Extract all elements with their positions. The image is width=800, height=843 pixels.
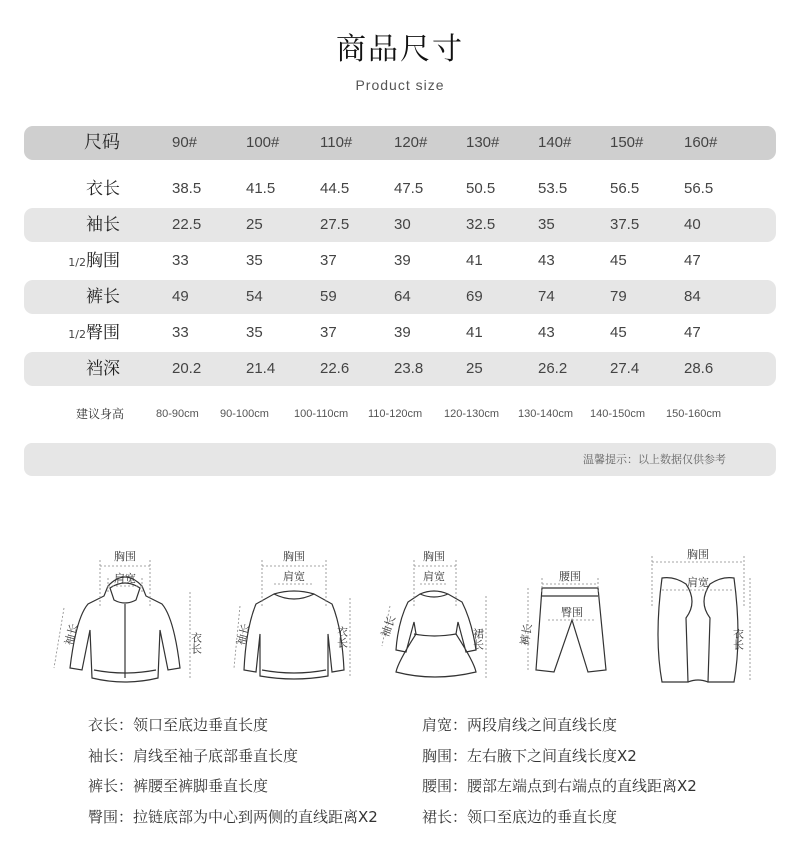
table-cell: 33 [172, 252, 189, 269]
table-cell: 59 [320, 288, 337, 305]
dress-chest-label: 胸围 [423, 550, 445, 563]
table-cell: 27.5 [320, 216, 350, 233]
height-value: 90-100cm [220, 408, 269, 420]
jacket-length-label: 衣长 [189, 632, 203, 654]
table-cell: 44.5 [320, 180, 350, 197]
table-cell: 69 [466, 288, 483, 305]
sweater-chest-label: 胸围 [283, 550, 305, 563]
height-value: 120-130cm [444, 408, 500, 420]
pants-hip-label: 臀围 [561, 606, 583, 619]
table-cell: 20.2 [172, 360, 202, 377]
row-label [24, 280, 120, 314]
table-cell: 22.6 [320, 360, 350, 377]
size-header-cell: 160# [684, 134, 718, 151]
table-cell: 39 [394, 252, 411, 269]
height-value: 110-120cm [368, 408, 423, 420]
definition-right-4: 裙长：领口至底边的垂直长度 [422, 808, 618, 826]
table-cell: 26.2 [538, 360, 568, 377]
dress-length-label: 裙长 [471, 628, 485, 650]
jacket-chest-label: 胸围 [114, 550, 136, 563]
table-cell: 35 [246, 252, 263, 269]
table-cell: 43 [538, 252, 555, 269]
row-label [24, 352, 120, 386]
size-header-cell: 90# [172, 134, 198, 151]
page-title: 商品尺寸 [336, 32, 464, 67]
page-subtitle: Product size [355, 77, 445, 93]
height-value: 150-160cm [666, 408, 722, 420]
table-cell: 35 [538, 216, 555, 233]
table-cell: 25 [246, 216, 263, 233]
jacket-figure [50, 548, 203, 688]
definition-left-2: 袖长：肩线至袖子底部垂直长度 [88, 747, 299, 765]
table-cell: 45 [610, 252, 627, 269]
tip-bar [24, 443, 776, 476]
table-cell: 53.5 [538, 180, 568, 197]
size-header-cell: 120# [394, 134, 428, 151]
table-cell: 56.5 [684, 180, 714, 197]
row-label-text: 裤长 [86, 287, 120, 307]
table-cell: 45 [610, 324, 627, 341]
dress-sleeve-label: 袖长 [378, 613, 399, 640]
header-label: 尺码 [84, 132, 120, 153]
row-label-text: 衣长 [86, 179, 120, 199]
tip-text: 温馨提示：以上数据仅供参考 [583, 453, 726, 466]
table-cell: 37 [320, 252, 337, 269]
height-value: 140-150cm [590, 408, 646, 420]
row-label-text: 袖长 [86, 215, 120, 235]
table-cell: 56.5 [610, 180, 640, 197]
table-cell: 28.6 [684, 360, 714, 377]
size-header-cell: 140# [538, 134, 572, 151]
table-cell: 79 [610, 288, 627, 305]
suggested-height-row [24, 404, 776, 424]
row-label-text: 胸围 [86, 251, 120, 271]
vest-figure [640, 548, 760, 688]
sweater-figure [228, 548, 360, 688]
vest-length-label: 衣长 [731, 628, 745, 650]
table-cell: 64 [394, 288, 411, 305]
table-cell: 84 [684, 288, 701, 305]
table-cell: 25 [466, 360, 483, 377]
table-row [24, 244, 776, 278]
sweater-shoulder-label: 肩宽 [283, 570, 305, 583]
table-row [24, 316, 776, 350]
row-label [24, 316, 120, 350]
table-cell: 37.5 [610, 216, 640, 233]
table-row [24, 172, 776, 206]
jacket-shoulder-label: 肩宽 [114, 572, 136, 585]
table-cell: 38.5 [172, 180, 202, 197]
table-cell: 33 [172, 324, 189, 341]
table-cell: 22.5 [172, 216, 202, 233]
table-cell: 37 [320, 324, 337, 341]
height-value: 100-110cm [294, 408, 349, 420]
table-cell: 50.5 [466, 180, 496, 197]
pants-length-label: 裤长 [518, 622, 535, 647]
table-row [24, 208, 776, 242]
definition-right-2: 胸围：左右腋下之间直线长度X2 [422, 747, 637, 765]
table-cell: 21.4 [246, 360, 276, 377]
table-cell: 47 [684, 252, 701, 269]
table-row [24, 352, 776, 386]
row-label [24, 244, 120, 278]
definition-right-3: 腰围：腰部左端点到右端点的直线距离X2 [422, 777, 697, 795]
row-label-text: 臀围 [86, 323, 120, 343]
height-value: 130-140cm [518, 408, 574, 420]
row-label-text: 裆深 [86, 359, 120, 379]
table-row [24, 280, 776, 314]
table-cell: 74 [538, 288, 555, 305]
definition-left-4: 臀围：拉链底部为中心到两侧的直线距离X2 [88, 808, 378, 826]
size-header-cell: 100# [246, 134, 280, 151]
table-cell: 43 [538, 324, 555, 341]
table-cell: 47 [684, 324, 701, 341]
sweater-sleeve-label: 袖长 [234, 622, 253, 647]
table-cell: 40 [684, 216, 701, 233]
table-cell: 39 [394, 324, 411, 341]
table-cell: 27.4 [610, 360, 640, 377]
row-label-prefix: 1/2 [68, 328, 86, 341]
pants-figure [514, 548, 624, 688]
table-cell: 41 [466, 324, 483, 341]
size-header-cell: 130# [466, 134, 500, 151]
size-header-cell: 150# [610, 134, 644, 151]
height-label: 建议身高 [76, 407, 125, 421]
row-label [24, 208, 120, 242]
table-header-row [24, 126, 776, 160]
table-cell: 23.8 [394, 360, 424, 377]
row-label [24, 172, 120, 206]
definition-left-1: 衣长：领口至底边垂直长度 [88, 716, 269, 734]
pants-waist-label: 腰围 [559, 570, 581, 583]
jacket-sleeve-label: 袖长 [62, 622, 81, 647]
vest-chest-label: 胸围 [687, 548, 709, 561]
table-cell: 35 [246, 324, 263, 341]
height-value: 80-90cm [156, 408, 199, 420]
table-cell: 54 [246, 288, 263, 305]
definition-right-1: 肩宽：两段肩线之间直线长度 [422, 716, 618, 734]
table-cell: 49 [172, 288, 189, 305]
table-cell: 41.5 [246, 180, 276, 197]
dress-figure [376, 548, 496, 688]
row-label-prefix: 1/2 [68, 256, 86, 269]
vest-shoulder-label: 肩宽 [687, 576, 709, 589]
sweater-length-label: 衣长 [335, 626, 349, 648]
table-cell: 41 [466, 252, 483, 269]
table-cell: 32.5 [466, 216, 496, 233]
table-cell: 30 [394, 216, 411, 233]
size-header-cell: 110# [320, 134, 353, 151]
table-cell: 47.5 [394, 180, 424, 197]
definition-left-3: 裤长：裤腰至裤脚垂直长度 [88, 777, 269, 795]
dress-shoulder-label: 肩宽 [423, 570, 445, 583]
